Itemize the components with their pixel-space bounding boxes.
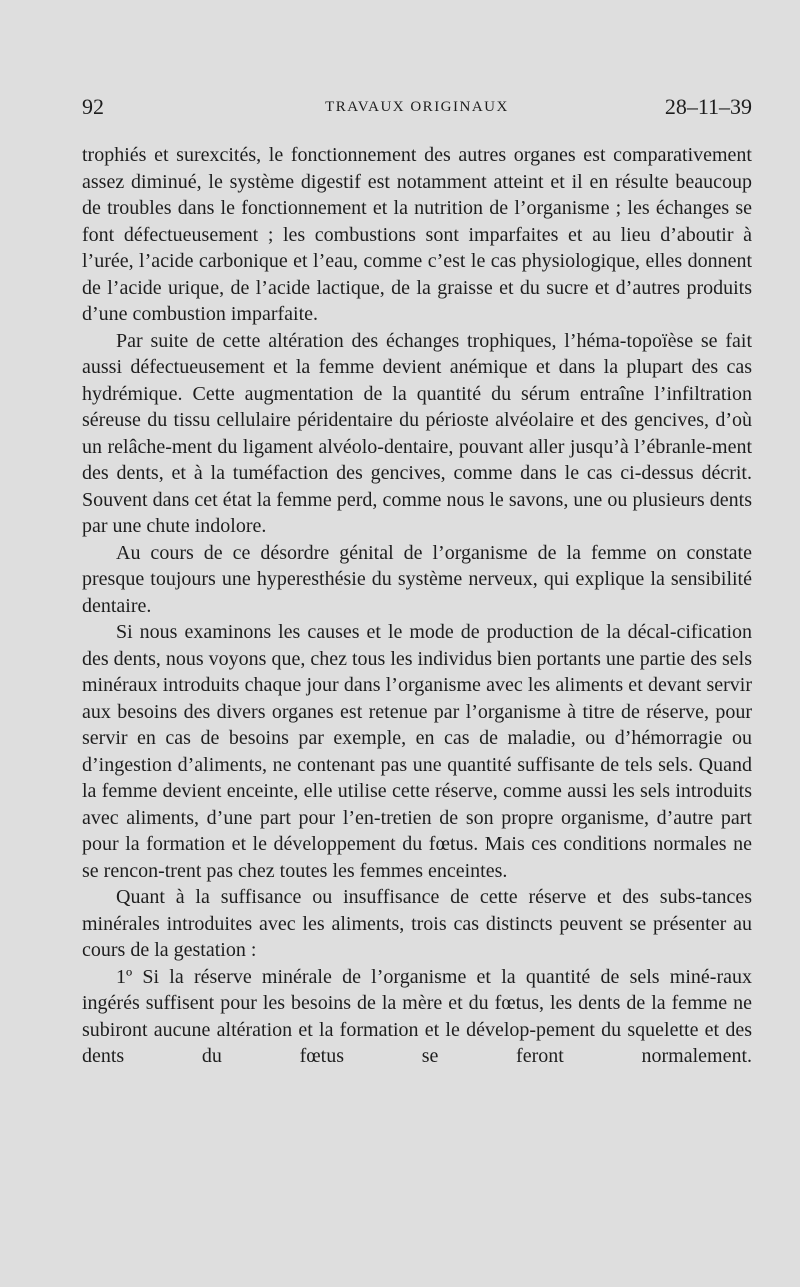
paragraph-3: Au cours de ce désordre génital de l’organisme de la femme on constate presque toujours une hyperesthésie du système nerveux, qui explique la sensibilité dentaire. [82, 541, 752, 617]
paragraph-4: Si nous examinons les causes et le mode de production de la décal-cification des dents, nous voyons que, chez tous les individus bien portants une partie des sels minéraux introduits chaque jour dans l’organisme avec les aliments et devant servir aux besoins des divers organes est retenue par l’organisme à titre de réserve, pour servir en cas de besoins par exemple, en cas de maladie, ou d’hémorragie ou d’ingestion d’aliments, ne contenant pas une quantité suffisante de tels sels. Quand la femme devient enceinte, elle utilise cette réserve, comme aussi les sels introduits avec aliments, d’une part pour l’en-tretien de son propre organisme, d’autre part pour la formation et le développement du fœtus. Mais ces conditions normales ne se rencon-trent pas chez toutes les femmes enceintes. [82, 621, 752, 882]
issue-date: 28–11–39 [664, 94, 752, 119]
article-body [82, 142, 752, 1070]
section-title: TRAVAUX ORIGINAUX [325, 99, 509, 115]
page-number: 92 [82, 94, 104, 119]
paragraph-5: Quant à la suffisance ou insuffisance de cette réserve et des subs-tances minérales introduites avec les aliments, trois cas distincts peuvent se présenter au cours de la gestation : [82, 886, 752, 961]
paragraph-6: 1º Si la réserve minérale de l’organisme et la quantité de sels miné-raux ingérés suffisent pour les besoins de la mère et du fœtus, les dents de la femme ne subiront aucune altération et la formation et le dévelop-pement du squelette et des dents du fœtus se feront normalement. [82, 965, 752, 1067]
running-header [82, 92, 752, 122]
paragraph-2: Par suite de cette altération des échanges trophiques, l’héma-topoïèse se fait aussi défectueusement et la femme devient anémique et dans la plupart des cas hydrémique. Cette augmentation de la quantité du sérum entraîne l’infiltration séreuse du tissu cellulaire péridentaire du périoste alvéolaire et des gencives, d’où un relâche-ment du ligament alvéolo-dentaire, pouvant aller jusqu’à l’ébranle-ment des dents, et à la tuméfaction des gencives, comme dans le cas ci-dessus décrit. Souvent dans cet état la femme perd, comme nous le savons, une ou plusieurs dents par une chute indolore. [82, 329, 752, 537]
paragraph-1: trophiés et surexcités, le fonctionnement des autres organes est comparativement assez diminué, le système digestif est notamment atteint et il en résulte beaucoup de troubles dans le fonctionnement et la nutrition de l’organisme ; les échanges se font défectueusement ; les combustions sont imparfaites et au lieu d’aboutir à l’urée, l’acide carbonique et l’eau, comme c’est le cas physiologique, elles donnent de l’acide urique, de l’acide lactique, de la graisse et du sucre et d’autres produits d’une combustion imparfaite. [82, 144, 752, 325]
